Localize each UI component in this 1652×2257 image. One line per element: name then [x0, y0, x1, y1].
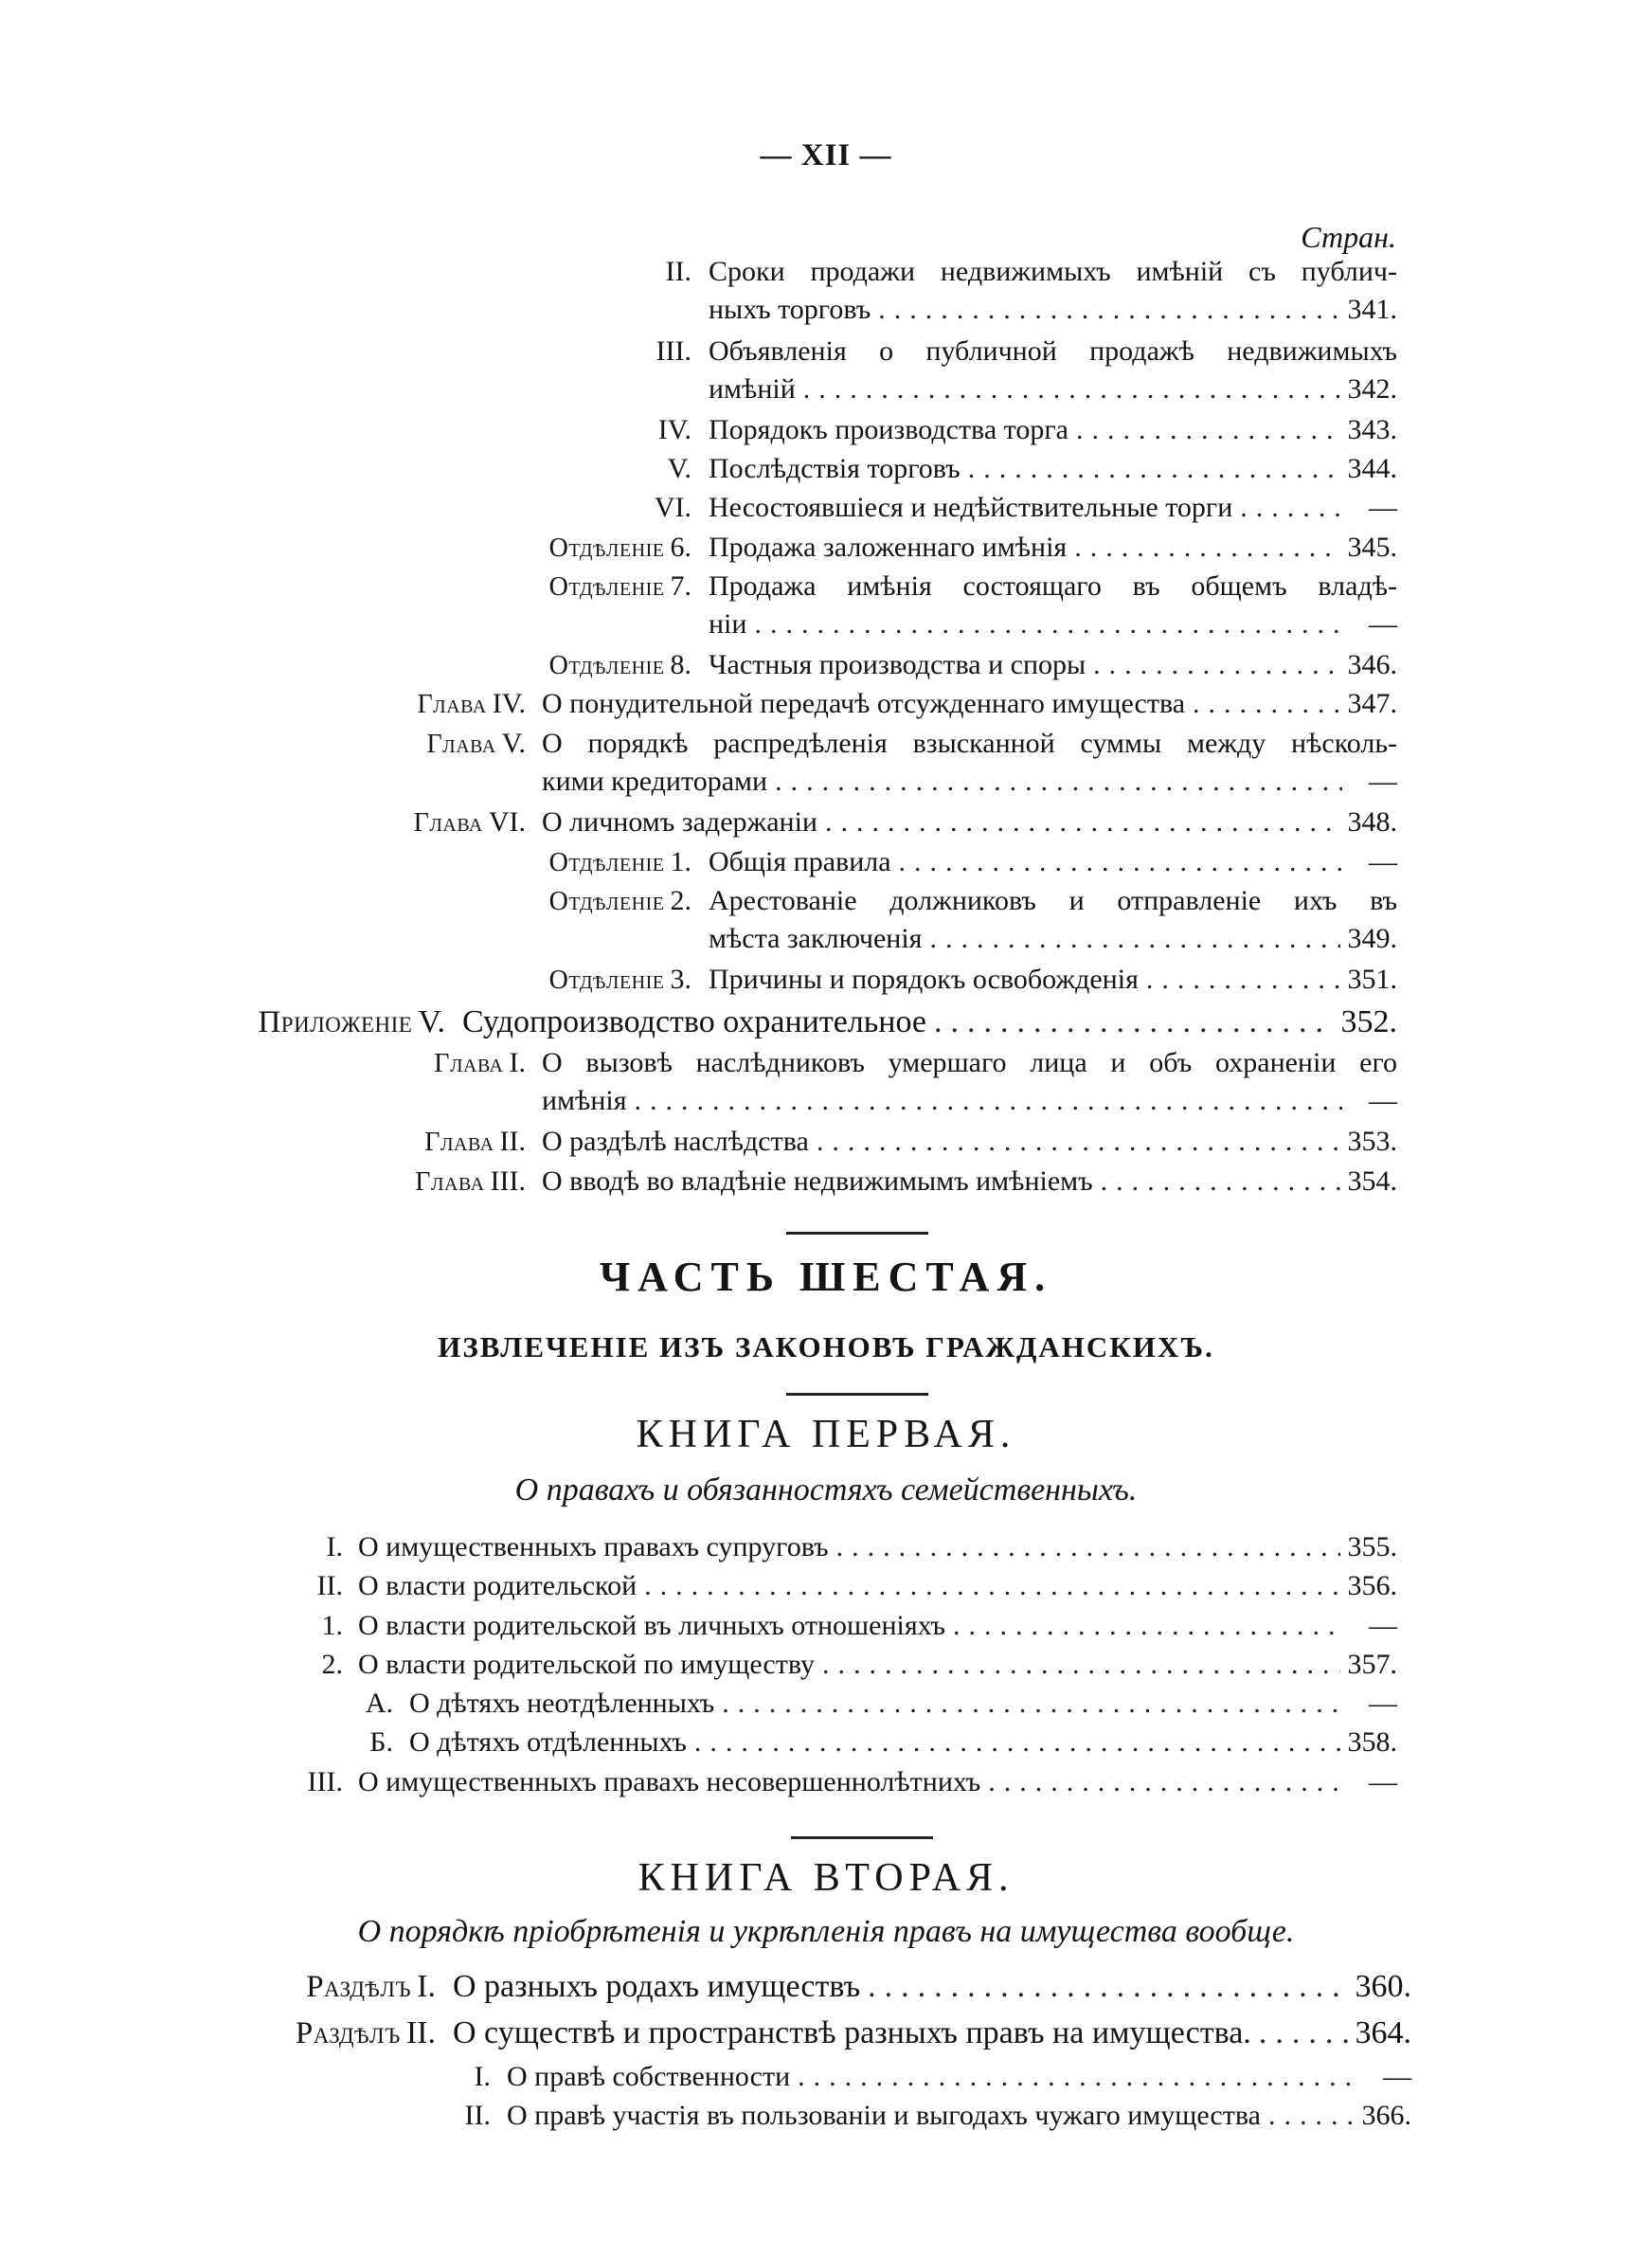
entry-title: О вызовѣ наслѣдниковъ умершаго лица и объ охраненіи его [542, 1047, 1397, 1078]
toc-entry-line [409, 1724, 1397, 1760]
toc-entry-line [542, 804, 1397, 840]
toc-entry-line [709, 883, 1397, 919]
toc-entry-heading [364, 1724, 403, 1760]
toc-entry-line [542, 686, 1397, 722]
toc-entry-heading [459, 2098, 500, 2134]
toc-entry-heading [649, 490, 701, 526]
entry-title: имѣній [709, 373, 796, 405]
entry-number: II. [499, 1126, 526, 1157]
entry-number: I. [474, 2061, 491, 2092]
entry-page-number: — [1369, 608, 1397, 640]
entry-title: мѣста заключенія [709, 923, 923, 954]
entry-page-number: 358. [1347, 1726, 1397, 1758]
toc-entry-heading [549, 569, 701, 605]
entry-title: О правѣ участія въ пользованіи и выгодахъ чужаго имущества [507, 2100, 1261, 2131]
entry-page-number: 366. [1361, 2100, 1411, 2131]
dot-leader [929, 921, 1339, 957]
dot-leader [988, 1764, 1342, 1800]
entry-number: IV. [492, 688, 526, 719]
entry-page-number: — [1369, 846, 1397, 877]
entry-page-number: 353. [1347, 1126, 1397, 1157]
toc-entry-line [542, 1164, 1397, 1200]
dot-leader [694, 1724, 1340, 1760]
entry-title: ныхъ торговъ [709, 294, 871, 325]
book-title: КНИГА ПЕРВАЯ. [636, 1413, 1016, 1456]
dot-leader [1259, 2013, 1348, 2053]
page-column-header: Стран. [1301, 220, 1396, 254]
toc-entry-heading [426, 726, 535, 763]
entry-title: кими кредиторами [542, 766, 768, 797]
entry-page-number: 341. [1347, 294, 1397, 325]
toc-entry-line [709, 530, 1397, 566]
entry-title: О личномъ задержаніи [542, 806, 817, 838]
toc-entry-heading [258, 1002, 455, 1042]
toc-entry-heading [660, 254, 701, 290]
entry-number: 1. [670, 846, 691, 877]
dot-leader [1101, 1164, 1340, 1200]
entry-number: III. [307, 1766, 343, 1797]
toc-entry-line [358, 1568, 1397, 1604]
toc-entry-heading [415, 1164, 535, 1201]
entry-number: 7. [670, 570, 691, 602]
toc-entry-line [709, 412, 1397, 448]
toc-entry-line [542, 1045, 1397, 1081]
toc-entry-line [358, 1764, 1397, 1800]
entry-number: IV. [657, 414, 691, 445]
entry-title: Послѣдствія торговъ [709, 453, 961, 484]
section-divider [786, 1232, 928, 1235]
entry-title: Судопроизводство охранительное [462, 1004, 926, 1039]
toc-entry-line [358, 1608, 1397, 1644]
page-number: — XII — [760, 138, 892, 172]
entry-label: Отдѣленіе [548, 533, 665, 563]
entry-title: О понудительной передачѣ отсужденнаго имущества [542, 688, 1186, 719]
toc-entry-heading [662, 451, 701, 487]
entry-title: О правѣ собственности [507, 2061, 791, 2092]
dot-leader [868, 1967, 1347, 2007]
entry-number: I. [326, 1531, 343, 1562]
entry-page-number: 351. [1347, 964, 1397, 995]
dot-leader [822, 1647, 1340, 1683]
dot-leader [644, 1568, 1339, 1604]
entry-label: Приложеніе [258, 1005, 413, 1039]
entry-title: О существѣ и пространствѣ разныхъ правъ на имущества. [453, 2015, 1251, 2050]
entry-title: О разныхъ родахъ имуществъ [453, 1969, 861, 2004]
toc-entry-heading [653, 412, 701, 448]
entry-number: 8. [670, 649, 691, 680]
toc-entry-line [709, 606, 1397, 642]
toc-entry-heading [549, 647, 701, 684]
entry-number: 2. [670, 885, 691, 916]
entry-title: Порядокъ производства торга [709, 414, 1068, 445]
book-subtitle: О порядкѣ пріобрѣтенія и укрѣпленія правъ на имущества вообще. [357, 1914, 1295, 1949]
entry-title: О имущественныхъ правахъ супруговъ [358, 1531, 829, 1562]
entry-label: Отдѣленіе [548, 572, 665, 602]
entry-number: III. [655, 335, 691, 367]
entry-label: Глава [426, 730, 496, 759]
entry-title: Объявленія о публичной продажѣ недвижимыхъ [709, 335, 1397, 367]
dot-leader [899, 844, 1342, 880]
entry-number: 2. [321, 1649, 343, 1680]
entry-page-number: 352. [1340, 1004, 1397, 1039]
dot-leader [722, 1686, 1342, 1722]
entry-title: О власти родительской въ личныхъ отношеніяхъ [358, 1610, 946, 1641]
entry-label: Отдѣленіе [548, 966, 665, 995]
entry-page-number: — [1369, 766, 1397, 797]
dot-leader [968, 451, 1340, 487]
entry-number: А. [365, 1688, 393, 1719]
entry-title: О дѣтяхъ неотдѣленныхъ [409, 1688, 715, 1719]
entry-label: Раздѣлъ [306, 1970, 412, 2004]
section-divider [791, 1836, 933, 1839]
entry-title: Арестованіе должниковъ и отправленіе ихъ въ [709, 885, 1397, 916]
dot-leader [836, 1529, 1340, 1565]
entry-number: V. [667, 453, 691, 484]
toc-entry-heading [417, 686, 535, 723]
toc-entry-heading [414, 804, 535, 841]
toc-entry-heading [549, 530, 701, 567]
dot-leader [825, 804, 1340, 840]
entry-label: Глава [415, 1167, 485, 1197]
dot-leader [803, 371, 1340, 407]
toc-entry-line [709, 569, 1397, 605]
entry-title: О вводѣ во владѣніе недвижимымъ имѣніемъ [542, 1165, 1093, 1197]
entry-page-number: — [1369, 1610, 1397, 1641]
dot-leader [934, 1002, 1334, 1042]
entry-title: О власти родительской [358, 1570, 637, 1601]
dot-leader [1146, 962, 1340, 998]
entry-number: VI. [488, 806, 526, 838]
dot-leader [775, 764, 1342, 800]
entry-label: Отдѣленіе [548, 651, 665, 680]
toc-entry-line [542, 764, 1397, 800]
entry-page-number: 345. [1347, 532, 1397, 563]
toc-entry-heading [549, 962, 701, 999]
toc-entry-line [542, 1124, 1397, 1160]
entry-page-number: 364. [1355, 2015, 1411, 2050]
entry-number: 6. [670, 532, 691, 563]
entry-number: 1. [321, 1610, 343, 1641]
dot-leader [817, 1124, 1340, 1160]
toc-entry-line [507, 2059, 1411, 2095]
toc-entry-line [709, 292, 1397, 328]
entry-page-number: — [1383, 2061, 1411, 2092]
toc-entry-line [709, 647, 1397, 683]
book-subtitle: О правахъ и обязанностяхъ семейственныхъ. [514, 1472, 1138, 1508]
entry-page-number: 354. [1347, 1165, 1397, 1197]
toc-entry-heading [424, 1124, 535, 1161]
dot-leader [1076, 412, 1340, 448]
entry-page-number: 355. [1347, 1531, 1397, 1562]
dot-leader [878, 292, 1339, 328]
toc-entry-heading [549, 844, 701, 881]
entry-number: 3. [670, 964, 691, 995]
entry-label: Раздѣлъ [295, 2016, 401, 2050]
extract-title: ИЗВЛЕЧЕНІЕ ИЗЪ ЗАКОНОВЪ ГРАЖДАНСКИХЪ. [438, 1330, 1214, 1363]
entry-title: Продажа имѣнія состоящаго въ общемъ владѣ- [709, 570, 1397, 602]
entry-label: Отдѣленіе [548, 848, 665, 877]
toc-entry-line [709, 921, 1397, 957]
entry-label: Отдѣленіе [548, 887, 665, 916]
dot-leader [953, 1608, 1342, 1644]
toc-entry-line [709, 962, 1397, 998]
toc-entry-heading [312, 1568, 352, 1604]
entry-page-number: — [1369, 1766, 1397, 1797]
dot-leader [635, 1083, 1342, 1119]
toc-entry-line [453, 1967, 1411, 2007]
entry-page-number: 356. [1347, 1570, 1397, 1601]
toc-entry-line [542, 1083, 1397, 1119]
entry-number: I. [509, 1047, 526, 1078]
part-title: ЧАСТЬ ШЕСТАЯ. [599, 1254, 1053, 1300]
entry-title: Несостоявшіеся и недѣйствительные торги [709, 492, 1233, 523]
entry-number: I. [417, 1969, 436, 2004]
entry-title: имѣнія [542, 1085, 627, 1116]
entry-number: V. [418, 1004, 445, 1039]
entry-page-number: 349. [1347, 923, 1397, 954]
entry-number: II. [464, 2100, 491, 2131]
entry-number: II. [316, 1570, 343, 1601]
entry-page-number: — [1369, 1688, 1397, 1719]
dot-leader [1240, 490, 1342, 526]
entry-title: Сроки продажи недвижимыхъ имѣній съ публич- [709, 256, 1397, 287]
toc-entry-line [709, 490, 1397, 526]
entry-title: О раздѣлѣ наслѣдства [542, 1126, 809, 1157]
entry-number: II. [665, 256, 691, 287]
entry-title: Частныя производства и споры [709, 649, 1086, 680]
book-title: КНИГА ВТОРАЯ. [637, 1856, 1015, 1900]
toc-entry-heading [306, 1967, 445, 2007]
toc-entry-line [409, 1686, 1397, 1722]
entry-title: Причины и порядокъ освобожденія [709, 964, 1139, 995]
dot-leader [1074, 530, 1339, 566]
toc-entry-heading [469, 2059, 501, 2095]
entry-label: Глава [424, 1128, 494, 1157]
entry-label: Глава [434, 1049, 504, 1078]
entry-number: II. [405, 2015, 436, 2050]
toc-entry-heading [296, 2013, 445, 2053]
toc-entry-line [453, 2013, 1411, 2053]
entry-page-number: 360. [1355, 1969, 1411, 2004]
entry-title: Продажа заложеннаго имѣнія [709, 532, 1068, 563]
dot-leader [1268, 2098, 1355, 2134]
entry-title: ніи [709, 608, 747, 640]
entry-title: О порядкѣ распредѣленія взысканной суммы между нѣсколь- [542, 728, 1397, 759]
toc-entry-line [542, 726, 1397, 762]
entry-page-number: 346. [1347, 649, 1397, 680]
toc-entry-line [709, 371, 1397, 407]
entry-page-number: 348. [1347, 806, 1397, 838]
entry-title: Общія правила [709, 846, 891, 877]
toc-entry-heading [360, 1686, 403, 1722]
entry-page-number: 347. [1347, 688, 1397, 719]
entry-page-number: 357. [1347, 1649, 1397, 1680]
entry-page-number: — [1369, 1085, 1397, 1116]
toc-entry-line [709, 254, 1397, 290]
toc-entry-line [709, 451, 1397, 487]
toc-entry-line [358, 1529, 1397, 1565]
entry-title: О дѣтяхъ отдѣленныхъ [409, 1726, 687, 1758]
entry-number: III. [490, 1165, 526, 1197]
toc-entry-line [709, 844, 1397, 880]
toc-entry-heading [549, 883, 701, 920]
entry-page-number: 343. [1347, 414, 1397, 445]
entry-number: V. [501, 728, 526, 759]
toc-entry-heading [651, 334, 701, 370]
toc-entry-line [462, 1002, 1397, 1042]
toc-entry-line [507, 2098, 1411, 2134]
entry-page-number: 342. [1347, 373, 1397, 405]
entry-title: О власти родительской по имуществу [358, 1649, 815, 1680]
toc-entry-heading [316, 1608, 353, 1644]
entry-number: VI. [654, 492, 691, 523]
entry-title: О имущественныхъ правахъ несовершеннолѣтнихъ [358, 1766, 981, 1797]
entry-page-number: — [1369, 492, 1397, 523]
toc-entry-heading [434, 1045, 535, 1082]
dot-leader [798, 2059, 1356, 2095]
dot-leader [1093, 647, 1339, 683]
section-divider [786, 1393, 928, 1396]
entry-page-number: 344. [1347, 453, 1397, 484]
toc-entry-line [709, 334, 1397, 370]
toc-entry-line [358, 1647, 1397, 1683]
dot-leader [754, 606, 1342, 642]
toc-entry-heading [316, 1647, 353, 1683]
entry-label: Глава [417, 690, 487, 719]
entry-label: Глава [413, 808, 483, 838]
toc-entry-heading [302, 1764, 352, 1800]
dot-leader [1193, 686, 1339, 722]
entry-number: Б. [369, 1726, 393, 1758]
toc-entry-heading [321, 1529, 353, 1565]
